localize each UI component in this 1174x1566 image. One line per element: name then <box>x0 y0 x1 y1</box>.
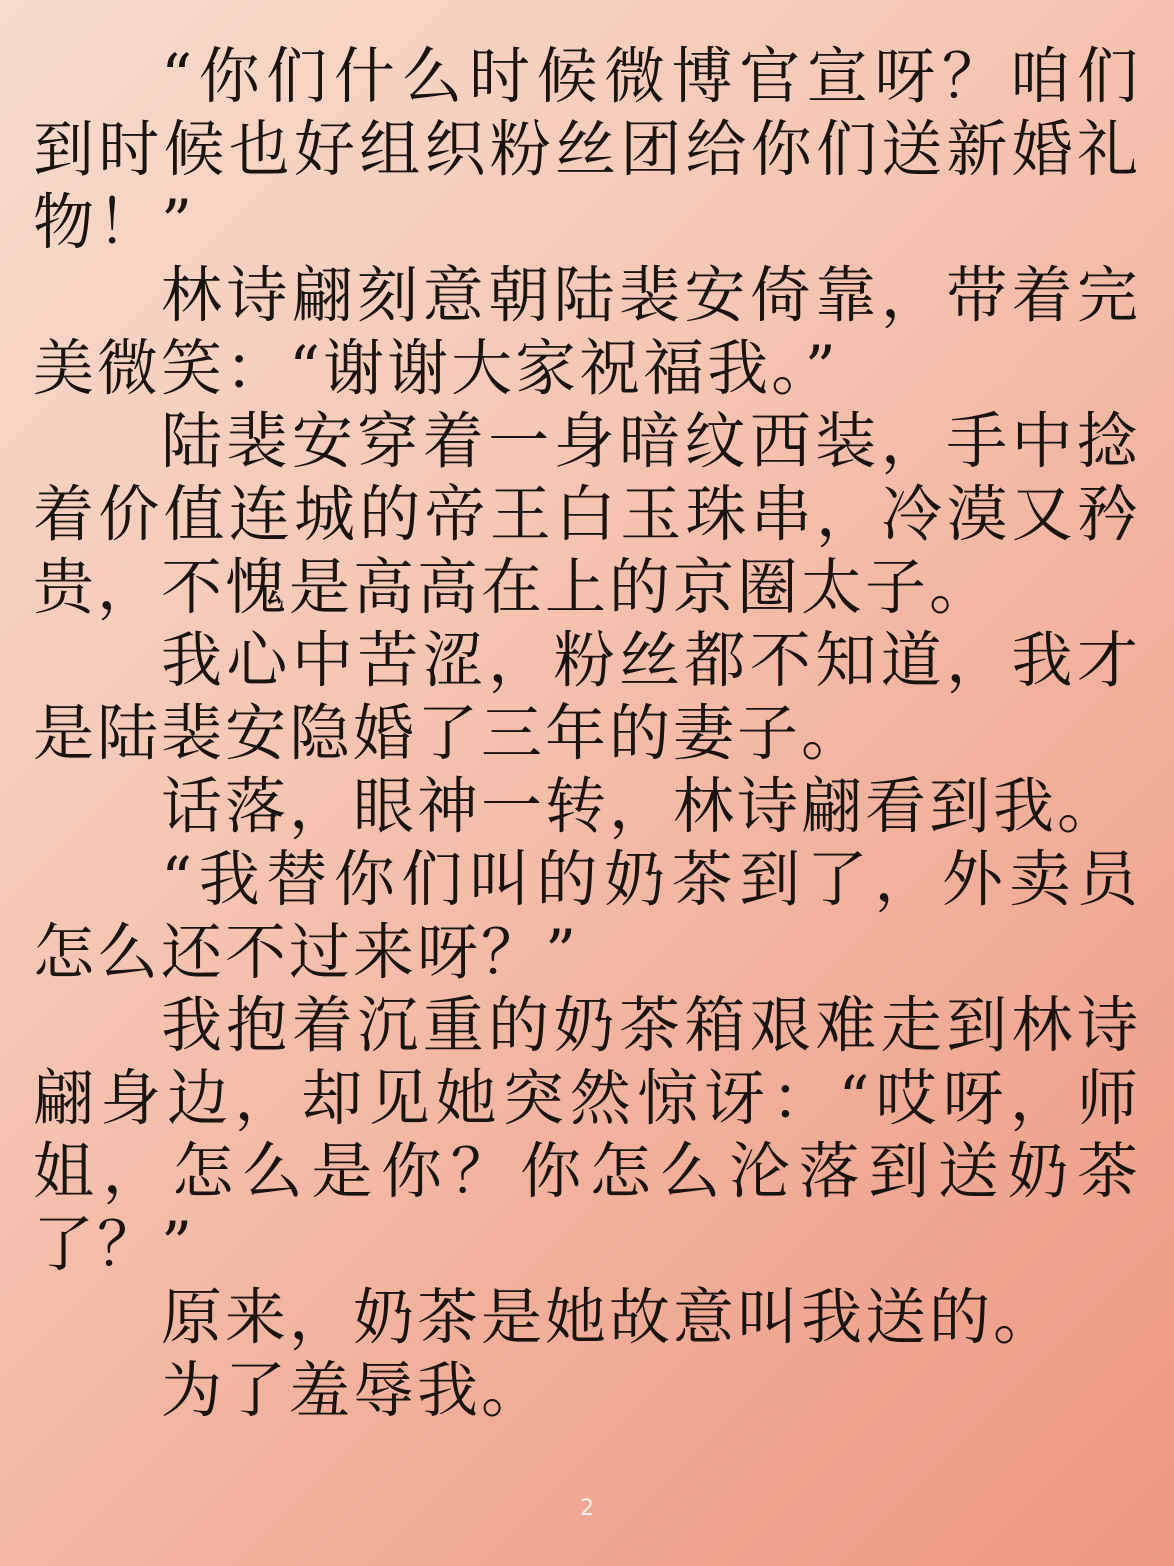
story-text <box>33 40 1141 1427</box>
paragraph-5: 话落，眼神一转，林诗翩看到我。 <box>161 771 1122 842</box>
paragraph-4: 我心中苦涩，粉丝都不知道，我才是陆裴安隐婚了三年的妻子。 <box>33 625 1141 769</box>
paragraph-1: “你们什么时候微博官宣呀？咱们到时候也好组织粉丝团给你们送新婚礼物！” <box>33 41 1141 258</box>
paragraph-9: 为了羞辱我。 <box>161 1355 546 1426</box>
paragraph-2: 林诗翩刻意朝陆裴安倚靠，带着完美微笑：“谢谢大家祝福我。” <box>33 260 1141 404</box>
page-number: 2 <box>580 1496 594 1521</box>
paragraph-7: 我抱着沉重的奶茶箱艰难走到林诗翩身边，却见她突然惊讶：“哎呀，师姐，怎么是你？你怎么沦落到送奶茶了？” <box>33 990 1141 1280</box>
paragraph-3: 陆裴安穿着一身暗纹西装，手中捻着价值连城的帝王白玉珠串，冷漠又矜贵，不愧是高高在上的京圈太子。 <box>33 406 1141 623</box>
paragraph-6: “我替你们叫的奶茶到了，外卖员怎么还不过来呀？” <box>33 844 1141 988</box>
paragraph-8: 原来，奶茶是她故意叫我送的。 <box>161 1282 1058 1353</box>
